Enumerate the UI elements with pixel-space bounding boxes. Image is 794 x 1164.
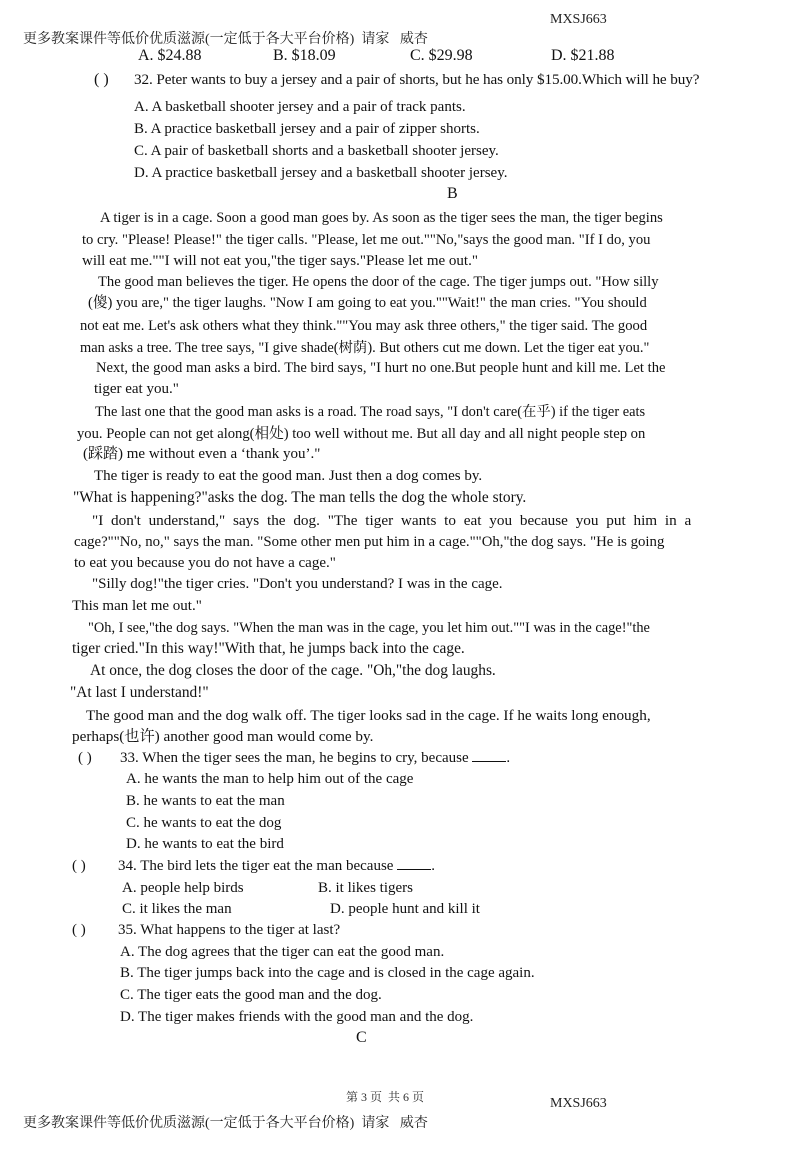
- header-text: 更多教案课件等低价优质滋源(一定低于各大平台价格) 请家 威杏: [23, 32, 428, 47]
- passage-line: perhaps(也许) another good man would come by.: [72, 728, 374, 745]
- q34-paren: ( ): [72, 858, 86, 874]
- q31-option-d: D. $21.88: [551, 47, 615, 64]
- passage-line: "I don't understand," says the dog. "The tiger wants to eat you because you put him in a: [92, 512, 692, 529]
- passage-line: tiger eat you.": [94, 381, 179, 397]
- q33-line: 33. When the tiger sees the man, he begins to cry, because .: [120, 750, 511, 766]
- passage-line: A tiger is in a cage. Soon a good man goes by. As soon as the tiger sees the man, the tiger begins: [100, 210, 663, 226]
- q32-stem: 32. Peter wants to buy a jersey and a pair of shorts, but he has only $15.00.Which will he buy?: [134, 71, 700, 88]
- passage-line: (傻) you are," the tiger laughs. "Now I am going to eat you.""Wait!" the man cries. "You should: [88, 295, 647, 311]
- passage-line: "At last I understand!": [70, 684, 209, 701]
- page-footer: [16, 1090, 607, 1164]
- passage-line: Next, the good man asks a bird. The bird says, "I hurt no one.But people hunt and kill me. Let the: [96, 360, 666, 376]
- q34-answer-blank[interactable]: [397, 857, 431, 870]
- header-code: MXSJ663: [550, 12, 607, 27]
- q35-option-c: C. The tiger eats the good man and the dog.: [120, 987, 382, 1003]
- q33-stem: 33. When the tiger sees the man, he begins to cry, because: [120, 750, 469, 766]
- q34-option-a: A. people help birds: [122, 880, 244, 896]
- passage-line: (踩踏) me without even a ‘thank you’.": [83, 446, 321, 462]
- footer-code: MXSJ663: [550, 1096, 607, 1111]
- passage-line: This man let me out.": [72, 598, 202, 614]
- passage-line: man asks a tree. The tree says, "I give shade(树荫). But others cut me down. Let the tiger eat you.": [80, 340, 650, 356]
- section-c-heading: C: [356, 1029, 367, 1046]
- q33-option-c: C. he wants to eat the dog: [126, 815, 282, 831]
- q35-option-a: A. The dog agrees that the tiger can eat the good man.: [120, 944, 445, 960]
- q32-paren: ( ): [94, 71, 109, 88]
- q35-option-d: D. The tiger makes friends with the good man and the dog.: [120, 1009, 474, 1025]
- q33-paren: ( ): [78, 750, 92, 766]
- q33-option-a: A. he wants the man to help him out of the cage: [126, 771, 414, 787]
- q35-option-b: B. The tiger jumps back into the cage and is closed in the cage again.: [120, 965, 535, 981]
- passage-line: The last one that the good man asks is a road. The road says, "I don't care(在乎) if the tiger eats: [95, 404, 646, 420]
- passage-line: not eat me. Let's ask others what they think.""You may ask three others," the tiger said. The good: [80, 318, 648, 334]
- q32-option-a: A. A basketball shooter jersey and a pair of track pants.: [134, 99, 466, 115]
- passage-line: tiger cried."In this way!"With that, he jumps back into the cage.: [72, 640, 465, 657]
- q32-option-b: B. A practice basketball jersey and a pair of zipper shorts.: [134, 121, 480, 137]
- q34-line: 34. The bird lets the tiger eat the man because .: [118, 858, 435, 874]
- page-number: 第 3 页 共 6 页: [346, 1090, 425, 1104]
- passage-line: will eat me.""I will not eat you,"the tiger says."Please let me out.": [82, 253, 478, 269]
- q34-option-d: D. people hunt and kill it: [330, 901, 480, 917]
- passage-line: to eat you because you do not have a cage.": [74, 555, 336, 571]
- passage-line: cage?""No, no," says the man. "Some other men put him in a cage.""Oh,"the dog says. "He is going: [74, 534, 665, 550]
- passage-line: At once, the dog closes the door of the cage. "Oh,"the dog laughs.: [90, 662, 496, 679]
- passage-line: The good man and the dog walk off. The tiger looks sad in the cage. If he waits long enough,: [86, 707, 651, 724]
- q31-option-c: C. $29.98: [410, 47, 473, 64]
- q35-stem: 35. What happens to the tiger at last?: [118, 922, 341, 938]
- q32-option-d: D. A practice basketball jersey and a basketball shooter jersey.: [134, 165, 508, 181]
- passage-line: "What is happening?"asks the dog. The man tells the dog the whole story.: [73, 489, 527, 506]
- passage-line: The good man believes the tiger. He opens the door of the cage. The tiger jumps out. "How silly: [98, 274, 659, 290]
- passage-line: "Oh, I see,"the dog says. "When the man was in the cage, you let him out.""I was in the cage!"the: [88, 620, 650, 636]
- passage-line: "Silly dog!"the tiger cries. "Don't you understand? I was in the cage.: [92, 576, 503, 592]
- q31-options: [0, 46, 794, 66]
- passage-line: to cry. "Please! Please!" the tiger calls. "Please, let me out.""No,"says the good man. "If I do, you: [82, 232, 651, 248]
- q33-option-b: B. he wants to eat the man: [126, 793, 285, 809]
- passage-line: The tiger is ready to eat the good man. Just then a dog comes by.: [94, 468, 483, 484]
- section-b-heading: B: [447, 185, 458, 202]
- q32-option-c: C. A pair of basketball shorts and a basketball shooter jersey.: [134, 143, 499, 159]
- passage-line: you. People can not get along(相处) too well without me. But all day and all night people step on: [77, 426, 646, 442]
- q34-stem: 34. The bird lets the tiger eat the man because: [118, 858, 394, 874]
- q33-answer-blank[interactable]: [472, 749, 506, 762]
- q31-option-b: B. $18.09: [273, 47, 336, 64]
- q34-option-b: B. it likes tigers: [318, 880, 413, 896]
- q31-option-a: A. $24.88: [138, 47, 202, 64]
- q33-option-d: D. he wants to eat the bird: [126, 836, 284, 852]
- q34-option-c: C. it likes the man: [122, 901, 232, 917]
- q35-paren: ( ): [72, 922, 86, 938]
- footer-text: 更多教案课件等低价优质滋源(一定低于各大平台价格) 请家 威杏: [23, 1116, 428, 1131]
